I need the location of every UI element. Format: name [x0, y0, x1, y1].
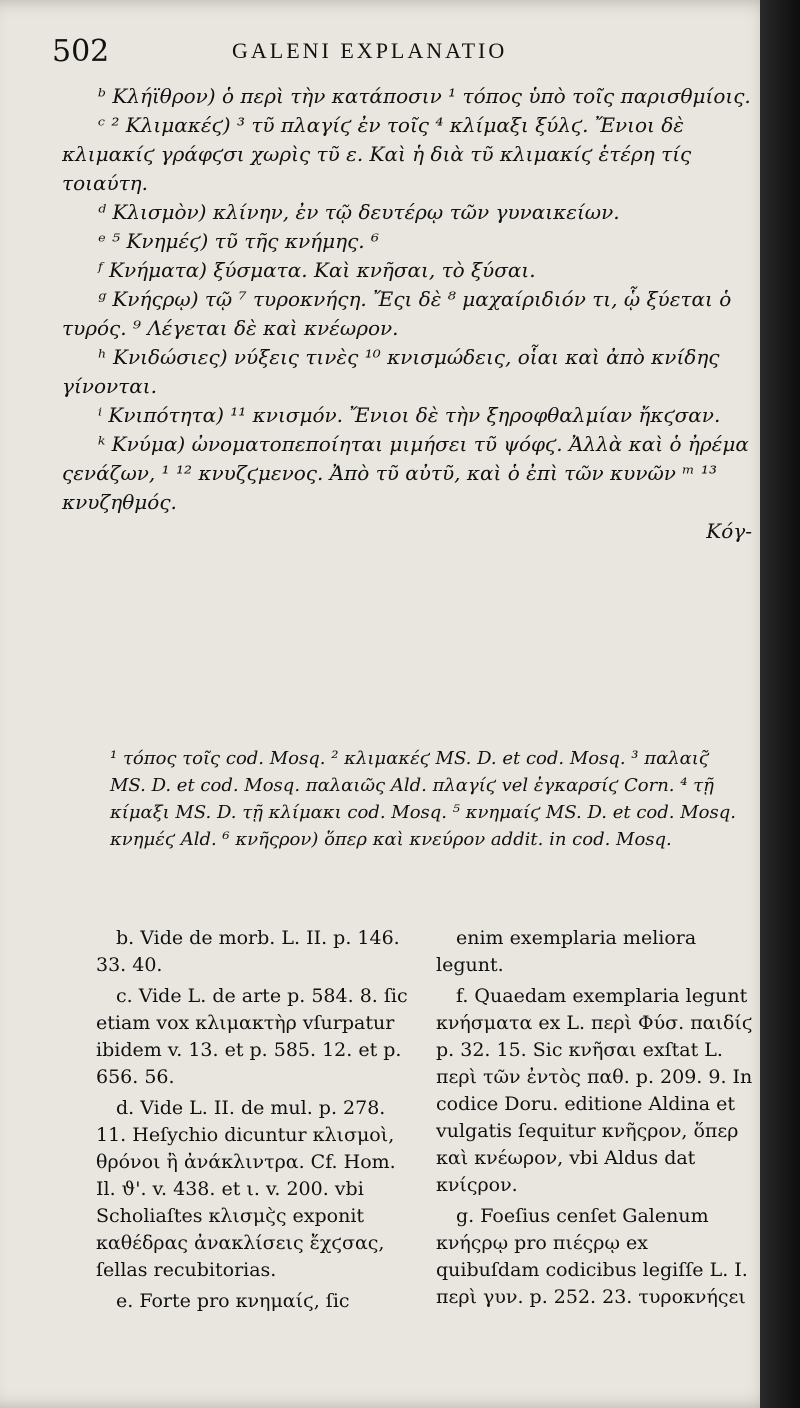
catchword: Κόγ-	[706, 519, 752, 543]
glossary-entry-i: ⁱ Κνιπότητα) ¹¹ κνισμόν. Ἔνιοι δὲ τὴν ξηροφθαλμίαν ἤκϛσαν.	[98, 403, 721, 427]
commentary-note-g: g. Foeſius cenſet Galenum κνήςρῳ pro πιέςρῳ ex quibuſdam codicibus legiſſe L. I. περὶ γυν. p. 252. 23. τυροκνήςει	[436, 1205, 748, 1308]
running-title: GALENI EXPLANATIO	[232, 38, 508, 63]
commentary-note-c: c. Vide L. de arte p. 584. 8. ſic etiam vox κλιμακτὴρ vſurpatur ibidem v. 13. et p. 585. 12. et p. 656. 56.	[96, 985, 408, 1088]
glossary-entries	[62, 82, 762, 546]
page-header	[52, 34, 752, 74]
glossary-entry-c: ᶜ ² Κλιμακέϛ) ³ τῦ πλαγίϛ ἐν τοῖς ⁴ κλίμαξι ξύλϛ. Ἔνιοι δὲ κλιμακίϛ γράφϛσι χωρὶς τῦ ε. Καὶ ἡ διὰ τῦ κλιμακίϛ ἑτέρη τίς τοιαύτη.	[62, 113, 692, 195]
page-edge-shadow	[760, 0, 800, 1408]
commentary-note-b: b. Vide de morb. L. II. p. 146. 33. 40.	[96, 927, 400, 976]
commentary-left-column	[96, 925, 416, 1319]
glossary-entry-b: ᵇ Κλήϊθρον) ὁ περὶ τὴν κατάποσιν ¹ τόπος ὑπὸ τοῖς παρισθμίοις.	[98, 84, 751, 108]
glossary-entry-g: ᵍ Κνήςρῳ) τῷ ⁷ τυροκνήςη. Ἔςι δὲ ⁸ μαχαίριδιόν τι, ᾧ ξύεται ὁ τυρός. ⁹ Λέγεται δὲ καὶ κνέωρον.	[62, 287, 732, 340]
commentary-columns	[96, 925, 776, 1395]
apparatus-notes: ¹ τόπος τοῖς cod. Mosq. ² κλιμακέϛ MS. D. et cod. Mosq. ³ παλαιϛ̃ MS. D. et cod. Mosq. παλαιῶς Ald. πλαγίϛ vel ἐγκαρσίϛ Corn. ⁴ τῇ κίμαξι MS. D. τῇ κλίμακι cod. Mosq. ⁵ κνημαίϛ MS. D. et cod. Mosq. κνημέϛ Ald. ⁶ κνῆςρον) ὅπερ καὶ κνεύρον addit. in cod. Mosq.	[110, 748, 736, 850]
commentary-right-column	[436, 925, 756, 1315]
glossary-entry-k: ᵏ Κνύμα) ὠνοματοπεποίηται μιμήσει τῦ ψόφϛ. Ἀλλὰ καὶ ὁ ἠρέμα ςενάζων, ¹ ¹² κνυζϛμενος. Ἀπὸ τῦ αὐτῦ, καὶ ὁ ἐπὶ τῶν κυνῶν ᵐ ¹³ κνυζηθμός.	[62, 432, 749, 514]
critical-apparatus	[110, 745, 750, 853]
glossary-entry-h: ʰ Κνιδώσιες) νύξεις τινὲς ¹⁰ κνισμώδεις, οἷαι καὶ ἀπὸ κνίδης γίνονται.	[62, 345, 720, 398]
commentary-note-e: e. Forte pro κνημαίϛ, ſic	[116, 1290, 350, 1312]
commentary-note-f: f. Quaedam exemplaria legunt κνήσματα ex L. περὶ Φύσ. παιδίϛ p. 32. 15. Sic κνῆσαι exſtat L. περὶ τῶν ἐντὸς παθ. p. 209. 9. In codice Doru. editione Aldina et vulgatis ſequitur κνῆςρον, ὅπερ καὶ κνέωρον, vbi Aldus dat κνίςρον.	[436, 985, 753, 1196]
glossary-entry-f: ᶠ Κνήματα) ξύσματα. Καὶ κνῆσαι, τὸ ξύσαι.	[98, 258, 536, 282]
page-number: 502	[52, 34, 110, 69]
glossary-entry-d: ᵈ Κλισμὸν) κλίνην, ἐν τῷ δευτέρῳ τῶν γυναικείων.	[98, 200, 620, 224]
commentary-note-e-cont: enim exemplaria meliora legunt.	[436, 927, 697, 976]
glossary-entry-e: ᵉ ⁵ Κνημέϛ) τῦ τῆς κνήμης. ⁶	[98, 229, 380, 253]
commentary-note-d: d. Vide L. II. de mul. p. 278. 11. Heſychio dicuntur κλισμοὶ, θρόνοι ἢ ἀνάκλιντρα. Cf. Hom. Il. ϑ'. v. 438. et ι. v. 200. vbi Scholiaſtes κλισμϛ̀ς exponit καθέδρας ἀνακλίσεις ἔχϛσας, ſellas recubitorias.	[96, 1097, 396, 1281]
